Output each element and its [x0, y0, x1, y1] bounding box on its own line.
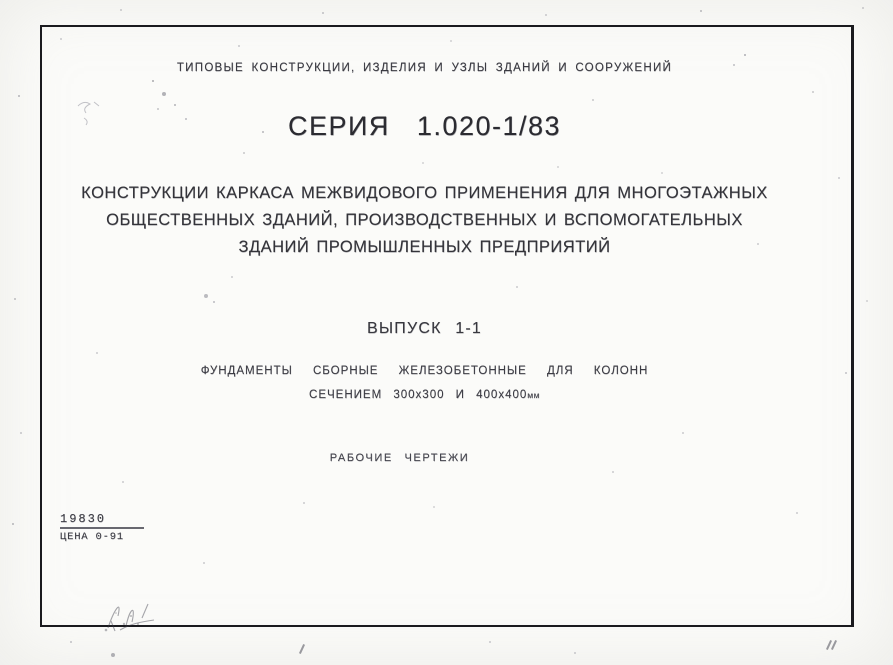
- stray-mark: [831, 640, 837, 650]
- stray-mark: [299, 644, 305, 654]
- section-dimensions: СЕЧЕНИЕМ 300x300 И 400x400: [309, 389, 528, 401]
- subject-line-2: ОБЩЕСТВЕННЫХ ЗДАНИЙ, ПРОИЗВОДСТВЕННЫХ И ВСПОМОГАТЕЛЬНЫХ: [106, 211, 743, 229]
- subject-line-1: КОНСТРУКЦИИ КАРКАСА МЕЖВИДОВОГО ПРИМЕНЕНИЯ ДЛЯ МНОГОЭТАЖНЫХ: [81, 184, 768, 202]
- stamp-code: 19830: [60, 512, 144, 529]
- issue-number: ВЫПУСК 1-1: [367, 320, 482, 337]
- contents-line-foundations: ФУНДАМЕНТЫ СБОРНЫЕ ЖЕЛЕЗОБЕТОННЫЕ ДЛЯ КОЛОНН: [200, 365, 649, 377]
- corner-smudge-mark: [96, 558, 206, 633]
- title-page-content: [42, 27, 807, 625]
- subject-title-block: [42, 180, 807, 261]
- series-title: СЕРИЯ 1.020-1/83: [287, 111, 562, 141]
- document-type-line: ТИПОВЫЕ КОНСТРУКЦИИ, ИЗДЕЛИЯ И УЗЛЫ ЗДАНИЙ И СООРУЖЕНИЙ: [176, 62, 673, 74]
- price-stamp: [60, 512, 144, 543]
- scan-noise-specks: [0, 0, 2, 2]
- unit-mm: мм: [527, 390, 540, 400]
- stamp-price: ЦЕНА 0-91: [60, 531, 124, 543]
- drawings-type-label: РАБОЧИЕ ЧЕРТЕЖИ: [329, 452, 470, 464]
- contents-line-section: [42, 389, 807, 401]
- top-left-scribble-mark: [70, 96, 130, 146]
- subject-line-3: ЗДАНИЙ ПРОМЫШЛЕННЫХ ПРЕДПРИЯТИЙ: [238, 238, 611, 256]
- document-border-frame: [40, 25, 854, 627]
